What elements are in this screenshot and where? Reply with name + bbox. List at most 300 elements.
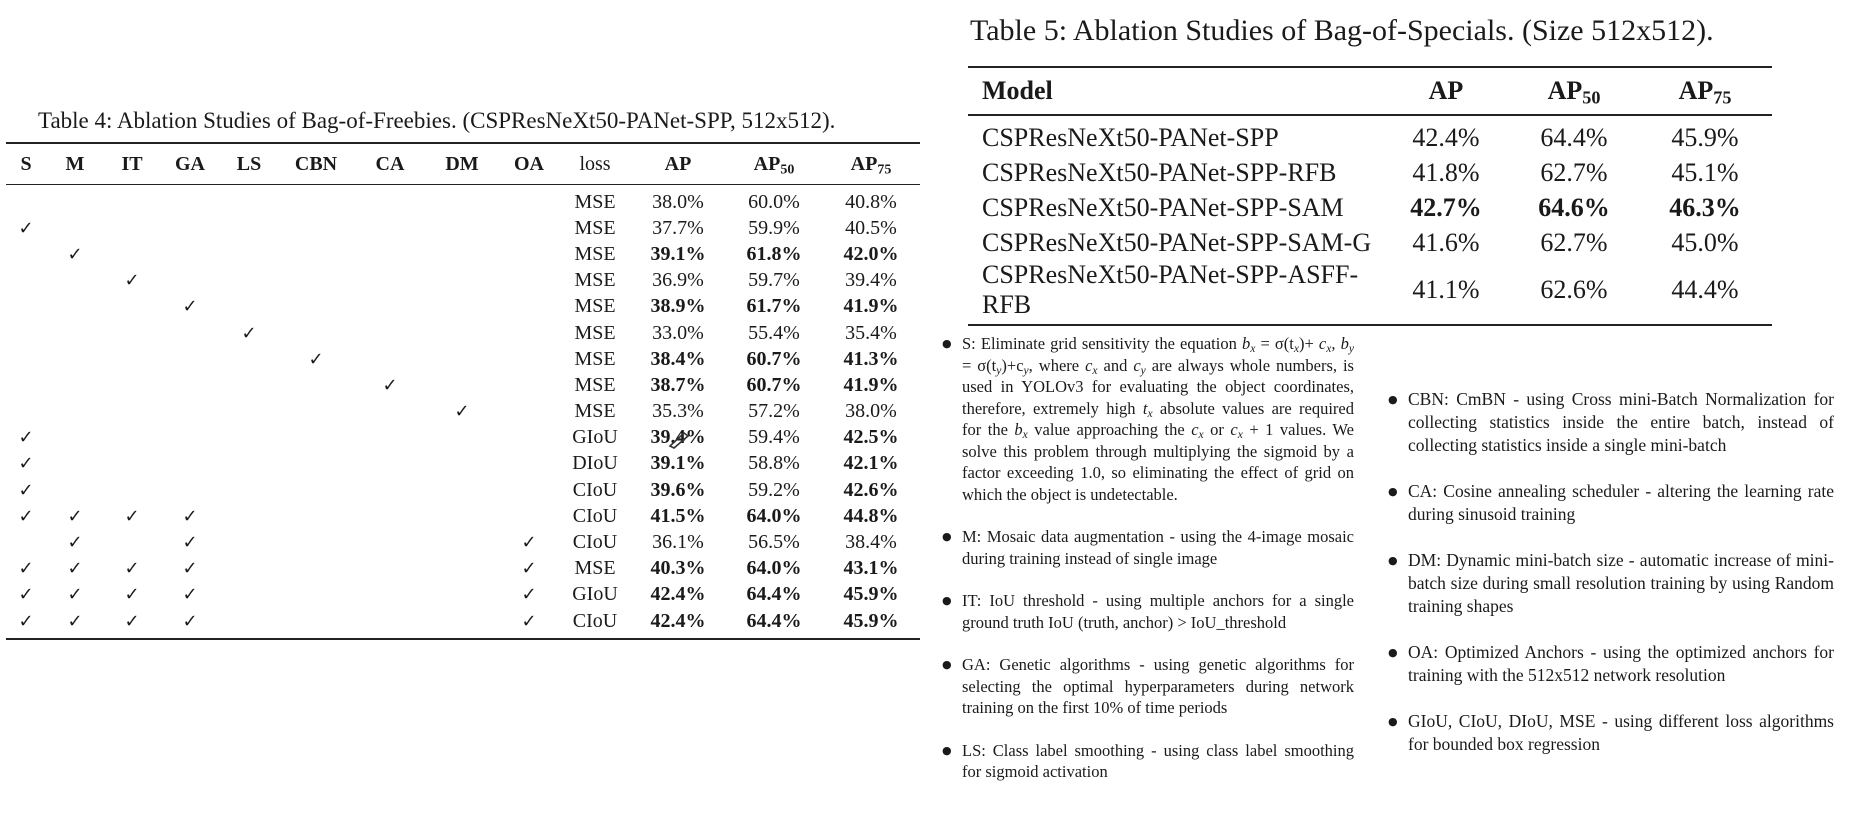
empty-cell — [160, 241, 220, 267]
check-icon: ✓ — [124, 270, 140, 292]
check-icon: ✓ — [124, 558, 140, 580]
table5-cell-ap: 41.6% — [1412, 227, 1480, 257]
table4-cell-ap: 42.4% — [630, 608, 726, 639]
note-ls-text: LS: Class label smoothing - using class label smoothing for sigmoid activation — [962, 740, 1354, 781]
table4-cell-ap: 38.0% — [652, 190, 704, 213]
empty-cell — [46, 346, 104, 372]
table4-header-ls: LS — [236, 152, 262, 175]
empty-cell — [426, 185, 498, 216]
notes-right-column — [1388, 388, 1834, 779]
table4-cell-ap75: 41.9% — [843, 373, 899, 396]
empty-cell — [46, 294, 104, 320]
table4-header-ga: GA — [175, 152, 205, 175]
empty-cell — [160, 451, 220, 477]
empty-cell — [160, 185, 220, 216]
check-icon: ✓ — [124, 584, 140, 606]
check-icon: ✓ — [18, 217, 34, 239]
empty-cell — [426, 241, 498, 267]
empty-cell — [354, 529, 426, 555]
table4-cell-loss: CIoU — [572, 478, 618, 501]
empty-cell — [46, 320, 104, 346]
check-icon: ✓ — [182, 505, 198, 527]
table5-caption: Table 5: Ablation Studies of Bag-of-Specials. (Size 512x512). — [970, 14, 1714, 47]
empty-cell — [104, 241, 160, 267]
table4-cell-ap50: 59.2% — [748, 478, 800, 501]
empty-cell — [354, 185, 426, 216]
table4-cell-ap75: 42.6% — [843, 478, 899, 501]
note-ca — [1388, 480, 1834, 526]
empty-cell — [6, 529, 46, 555]
table4-cell-ap50: 64.4% — [746, 583, 802, 606]
empty-cell — [6, 399, 46, 425]
empty-cell — [498, 185, 560, 216]
empty-cell — [354, 608, 426, 639]
empty-cell — [278, 268, 354, 294]
table4-header-row — [6, 143, 920, 185]
table4-cell-ap75: 41.9% — [843, 295, 899, 318]
note-dm — [1388, 549, 1834, 618]
empty-cell — [278, 320, 354, 346]
table4-row — [6, 556, 920, 582]
table5 — [968, 66, 1772, 326]
table4-cell-ap: 33.0% — [652, 321, 704, 344]
table5-cell-ap: 41.1% — [1382, 260, 1510, 325]
table4-header-oa: OA — [514, 152, 544, 175]
empty-cell — [354, 399, 426, 425]
pen-annotation-mark — [667, 428, 691, 450]
empty-cell — [160, 268, 220, 294]
empty-cell — [278, 241, 354, 267]
table5-cell-ap50: 64.6% — [1538, 192, 1610, 222]
table5-cell-model: CSPResNeXt50-PANet-SPP-ASFF-RFB — [968, 260, 1382, 325]
table5-cell-ap50: 62.7% — [1540, 157, 1608, 187]
empty-cell — [426, 294, 498, 320]
empty-cell — [278, 503, 354, 529]
table4-header-it: IT — [121, 152, 143, 175]
empty-cell — [278, 556, 354, 582]
empty-cell — [354, 556, 426, 582]
empty-cell — [220, 294, 278, 320]
table4-header-ca: CA — [375, 152, 405, 175]
table4-row — [6, 185, 920, 216]
bullet-icon: ● — [942, 658, 952, 671]
table4-caption: Table 4: Ablation Studies of Bag-of-Freebies. (CSPResNeXt50-PANet-SPP, 512x512). — [38, 108, 836, 133]
table4-cell-loss: MSE — [574, 321, 616, 344]
table4-header-s: S — [20, 152, 32, 175]
table4-cell-loss: MSE — [574, 557, 616, 580]
empty-cell — [104, 294, 160, 320]
empty-cell — [220, 556, 278, 582]
table4-cell-ap75: 42.1% — [843, 452, 899, 475]
table4-cell-ap75: 45.9% — [843, 583, 899, 606]
empty-cell — [278, 294, 354, 320]
table4-cell-ap: 39.1% — [650, 242, 706, 265]
check-icon: ✓ — [18, 427, 34, 449]
bullet-icon: ● — [942, 530, 952, 543]
empty-cell — [220, 529, 278, 555]
check-icon: ✓ — [104, 608, 160, 639]
empty-cell — [104, 215, 160, 241]
empty-cell — [278, 215, 354, 241]
empty-cell — [354, 451, 426, 477]
table5-cell-ap: 42.7% — [1410, 192, 1482, 222]
check-icon: ✓ — [18, 453, 34, 475]
empty-cell — [104, 451, 160, 477]
table4-cell-loss: MSE — [574, 400, 616, 423]
table4-cell-loss: CIoU — [560, 608, 630, 639]
empty-cell — [104, 346, 160, 372]
table4-cell-loss: GIoU — [572, 583, 618, 606]
table5-cell-ap75: 45.1% — [1671, 157, 1739, 187]
check-icon: ✓ — [46, 608, 104, 639]
empty-cell — [498, 451, 560, 477]
table4-cell-loss: MSE — [574, 190, 616, 213]
check-icon: ✓ — [6, 608, 46, 639]
empty-cell — [220, 215, 278, 241]
table4-cell-ap50: 59.9% — [748, 216, 800, 239]
bullet-icon: ● — [942, 594, 952, 607]
note-cbn — [1388, 388, 1834, 457]
table4-row — [6, 372, 920, 398]
note-it — [942, 590, 1354, 633]
empty-cell — [354, 346, 426, 372]
check-icon: ✓ — [382, 374, 398, 396]
empty-cell — [354, 582, 426, 608]
table4-cell-ap50: 60.7% — [746, 373, 802, 396]
check-icon: ✓ — [521, 532, 537, 554]
empty-cell — [160, 477, 220, 503]
empty-cell — [498, 477, 560, 503]
empty-cell — [220, 608, 278, 639]
empty-cell — [278, 372, 354, 398]
empty-cell — [426, 608, 498, 639]
empty-cell — [220, 241, 278, 267]
check-icon: ✓ — [160, 608, 220, 639]
table4-cell-loss: MSE — [574, 269, 616, 292]
empty-cell — [278, 185, 354, 216]
empty-cell — [426, 346, 498, 372]
table4-cell-ap75: 42.5% — [843, 426, 899, 449]
empty-cell — [426, 215, 498, 241]
note-s-text: S: Eliminate grid sensitivity the equation $b_x = \sigma(t_x)+ c_x$, $b_y = \sigma(t_y)+c_y$, where $c_x$ and $c_y$ are always whole numbers, is used in YOLOv3 for evaluating the object coordinates, therefore, extremely high $t_x$ absolute values are required for the $b_x$ value approaching the $c_x$ or $c_x + 1$ values. We solve this problem through multiplying the sigmoid by a factor exceeding 1.0, so eliminating the effect of grid on which the object is undetectable. — [962, 334, 1354, 504]
table4-row — [6, 529, 920, 555]
table4-cell-ap: 38.7% — [650, 373, 706, 396]
check-icon: ✓ — [67, 532, 83, 554]
table4-cell-loss: CIoU — [572, 531, 618, 554]
table5-cell-ap50: 62.7% — [1540, 227, 1608, 257]
empty-cell — [6, 294, 46, 320]
table4-header-cbn: CBN — [294, 152, 338, 175]
check-icon: ✓ — [182, 532, 198, 554]
table4-cell-loss: MSE — [574, 373, 616, 396]
empty-cell — [104, 372, 160, 398]
table5-cell-ap50: 64.4% — [1540, 122, 1608, 152]
table4-row — [6, 294, 920, 320]
table5-header-ap50: $AP_{50}$ — [1547, 76, 1601, 108]
table4-cell-ap: 36.9% — [652, 269, 704, 292]
table4-cell-ap50: 64.0% — [746, 504, 802, 527]
bullet-icon: ● — [1388, 646, 1398, 659]
table4-cell-ap75: 42.0% — [843, 242, 899, 265]
note-ca-text: CA: Cosine annealing scheduler - altering the learning rate during sinusoid training — [1408, 481, 1834, 524]
table4-header-loss: loss — [579, 152, 611, 175]
note-oa-text: OA: Optimized Anchors - using the optimized anchors for training with the 512x512 network resolution — [1408, 642, 1834, 685]
table5-row — [968, 190, 1772, 225]
empty-cell — [426, 268, 498, 294]
check-icon: ✓ — [18, 558, 34, 580]
table4-cell-loss: CIoU — [572, 504, 618, 527]
empty-cell — [46, 425, 104, 451]
notes-left-column — [942, 333, 1354, 804]
bullet-icon: ● — [942, 337, 952, 350]
empty-cell — [104, 425, 160, 451]
table4-cell-ap: 39.4% — [650, 426, 706, 449]
table4-cell-ap: 40.3% — [650, 557, 706, 580]
table5-header-row — [968, 67, 1772, 115]
bullet-icon: ● — [1388, 485, 1398, 498]
table4-cell-ap50: 60.0% — [748, 190, 800, 213]
table4-cell-ap50: 61.7% — [746, 295, 802, 318]
table4-cell-ap: 39.1% — [650, 452, 706, 475]
empty-cell — [46, 185, 104, 216]
check-icon: ✓ — [521, 558, 537, 580]
check-icon: ✓ — [18, 505, 34, 527]
empty-cell — [46, 477, 104, 503]
empty-cell — [104, 320, 160, 346]
empty-cell — [426, 425, 498, 451]
empty-cell — [498, 346, 560, 372]
note-ga — [942, 654, 1354, 719]
check-icon: ✓ — [18, 584, 34, 606]
table4 — [6, 142, 920, 640]
note-oa — [1388, 641, 1834, 687]
table5-cell-ap: 41.8% — [1412, 157, 1480, 187]
note-s — [942, 333, 1354, 505]
empty-cell — [160, 372, 220, 398]
note-dm-text: DM: Dynamic mini-batch size - automatic increase of mini-batch size during small resolution training by using Random training shapes — [1408, 550, 1834, 616]
table5-cell-model: CSPResNeXt50-PANet-SPP-RFB — [982, 157, 1337, 187]
table5-cell-model: CSPResNeXt50-PANet-SPP — [982, 122, 1279, 152]
table4-cell-ap50: 55.4% — [748, 321, 800, 344]
check-icon: ✓ — [308, 348, 324, 370]
table4-cell-ap75: 40.8% — [845, 190, 897, 213]
check-icon: ✓ — [67, 243, 83, 265]
table4-cell-ap50: 57.2% — [748, 400, 800, 423]
bullet-icon: ● — [1388, 393, 1398, 406]
empty-cell — [6, 372, 46, 398]
table4-header-ap50: $AP_{50}$ — [753, 152, 795, 177]
note-m-text: M: Mosaic data augmentation - using the 4-image mosaic during training instead of single image — [962, 527, 1354, 568]
table4-cell-ap50: 56.5% — [748, 531, 800, 554]
empty-cell — [160, 425, 220, 451]
table4-cell-ap75: 41.3% — [843, 347, 899, 370]
empty-cell — [354, 268, 426, 294]
table4-cell-ap: 37.7% — [652, 216, 704, 239]
table4-cell-ap75: 35.4% — [845, 321, 897, 344]
table4-cell-loss: MSE — [574, 242, 616, 265]
note-loss-text: GIoU, CIoU, DIoU, MSE - using different loss algorithms for bounded box regression — [1408, 711, 1834, 754]
empty-cell — [278, 529, 354, 555]
empty-cell — [104, 185, 160, 216]
empty-cell — [498, 503, 560, 529]
table5-cell-ap50: 62.6% — [1510, 260, 1638, 325]
table4-cell-loss: MSE — [574, 216, 616, 239]
table4-row — [6, 503, 920, 529]
check-icon: ✓ — [67, 558, 83, 580]
empty-cell — [426, 451, 498, 477]
table5-cell-model: CSPResNeXt50-PANet-SPP-SAM — [982, 192, 1344, 222]
table4-cell-loss: MSE — [574, 295, 616, 318]
empty-cell — [46, 399, 104, 425]
check-icon: ✓ — [182, 296, 198, 318]
table4-row — [6, 241, 920, 267]
empty-cell — [498, 425, 560, 451]
table4-cell-ap: 42.4% — [650, 583, 706, 606]
table5-header-ap: AP — [1428, 76, 1464, 105]
note-loss — [1388, 710, 1834, 756]
check-icon: ✓ — [241, 322, 257, 344]
empty-cell — [498, 294, 560, 320]
empty-cell — [426, 582, 498, 608]
table4-cell-ap: 39.6% — [650, 478, 706, 501]
table5-cell-model: CSPResNeXt50-PANet-SPP-SAM-G — [982, 227, 1372, 257]
empty-cell — [6, 346, 46, 372]
check-icon: ✓ — [454, 401, 470, 423]
empty-cell — [426, 503, 498, 529]
table4-cell-ap75: 39.4% — [845, 269, 897, 292]
table4-cell-ap75: 43.1% — [843, 557, 899, 580]
empty-cell — [160, 399, 220, 425]
empty-cell — [426, 372, 498, 398]
table4-row — [6, 268, 920, 294]
table4-header-dm: DM — [445, 152, 479, 175]
empty-cell — [354, 215, 426, 241]
empty-cell — [220, 372, 278, 398]
empty-cell — [220, 346, 278, 372]
empty-cell — [498, 320, 560, 346]
empty-cell — [278, 608, 354, 639]
table5-row — [968, 115, 1772, 155]
table4-row — [6, 582, 920, 608]
empty-cell — [426, 320, 498, 346]
check-icon: ✓ — [124, 505, 140, 527]
table4-cell-ap: 38.4% — [650, 347, 706, 370]
empty-cell — [220, 185, 278, 216]
bullet-icon: ● — [1388, 554, 1398, 567]
note-m — [942, 526, 1354, 569]
empty-cell — [104, 399, 160, 425]
table4-cell-ap75: 38.0% — [845, 400, 897, 423]
table4-cell-loss: MSE — [574, 347, 616, 370]
table4-row — [6, 477, 920, 503]
empty-cell — [104, 477, 160, 503]
empty-cell — [278, 451, 354, 477]
table4-cell-ap75: 40.5% — [845, 216, 897, 239]
empty-cell — [354, 477, 426, 503]
empty-cell — [498, 399, 560, 425]
empty-cell — [426, 529, 498, 555]
empty-cell — [354, 294, 426, 320]
table4-cell-ap50: 59.7% — [748, 269, 800, 292]
check-icon: ✓ — [18, 479, 34, 501]
empty-cell — [160, 346, 220, 372]
table4-cell-ap50: 61.8% — [746, 242, 802, 265]
table4-header-m: M — [65, 152, 85, 175]
table4-cell-ap50: 60.7% — [746, 347, 802, 370]
table4-cell-ap: 35.3% — [652, 400, 704, 423]
table4-cell-ap75: 38.4% — [845, 531, 897, 554]
empty-cell — [278, 399, 354, 425]
table4-row — [6, 346, 920, 372]
check-icon: ✓ — [182, 584, 198, 606]
empty-cell — [220, 425, 278, 451]
table5-row — [968, 260, 1772, 325]
table4-header-ap75: $AP_{75}$ — [850, 152, 892, 177]
check-icon: ✓ — [521, 584, 537, 606]
empty-cell — [6, 268, 46, 294]
table5-cell-ap75: 44.4% — [1638, 260, 1772, 325]
table5-cell-ap75: 45.9% — [1671, 122, 1739, 152]
empty-cell — [220, 477, 278, 503]
empty-cell — [498, 241, 560, 267]
empty-cell — [6, 320, 46, 346]
table4-cell-ap75: 45.9% — [822, 608, 920, 639]
table4-cell-loss: GIoU — [572, 426, 618, 449]
empty-cell — [220, 582, 278, 608]
table4-row — [6, 215, 920, 241]
table4-row — [6, 320, 920, 346]
table4-cell-ap50: 58.8% — [748, 452, 800, 475]
table5-row — [968, 225, 1772, 260]
empty-cell — [46, 215, 104, 241]
table4-cell-ap50: 64.4% — [726, 608, 822, 639]
empty-cell — [426, 477, 498, 503]
empty-cell — [498, 215, 560, 241]
note-it-text: IT: IoU threshold - using multiple anchors for a single ground truth IoU (truth, anchor) > IoU_threshold — [962, 591, 1354, 632]
empty-cell — [6, 185, 46, 216]
empty-cell — [498, 268, 560, 294]
table4-row — [6, 425, 920, 451]
table4-cell-ap: 38.9% — [650, 295, 706, 318]
empty-cell — [220, 268, 278, 294]
check-icon: ✓ — [498, 608, 560, 639]
table4-row — [6, 399, 920, 425]
table4-row — [6, 451, 920, 477]
empty-cell — [354, 425, 426, 451]
empty-cell — [354, 503, 426, 529]
table5-cell-ap75: 46.3% — [1669, 192, 1741, 222]
empty-cell — [354, 241, 426, 267]
bullet-icon: ● — [942, 743, 952, 757]
empty-cell — [278, 582, 354, 608]
table5-header-model: Model — [982, 76, 1053, 105]
check-icon: ✓ — [67, 505, 83, 527]
empty-cell — [220, 503, 278, 529]
table4-cell-ap: 36.1% — [652, 531, 704, 554]
note-ls — [942, 740, 1354, 783]
empty-cell — [278, 477, 354, 503]
table4-cell-ap50: 59.4% — [748, 426, 800, 449]
table4-cell-ap75: 44.8% — [843, 504, 899, 527]
table4-cell-loss: DIoU — [572, 452, 618, 475]
table5-row — [968, 155, 1772, 190]
empty-cell — [278, 425, 354, 451]
empty-cell — [46, 268, 104, 294]
empty-cell — [160, 215, 220, 241]
table4-cell-ap50: 64.0% — [746, 557, 802, 580]
bullet-icon: ● — [1388, 715, 1398, 728]
empty-cell — [354, 320, 426, 346]
